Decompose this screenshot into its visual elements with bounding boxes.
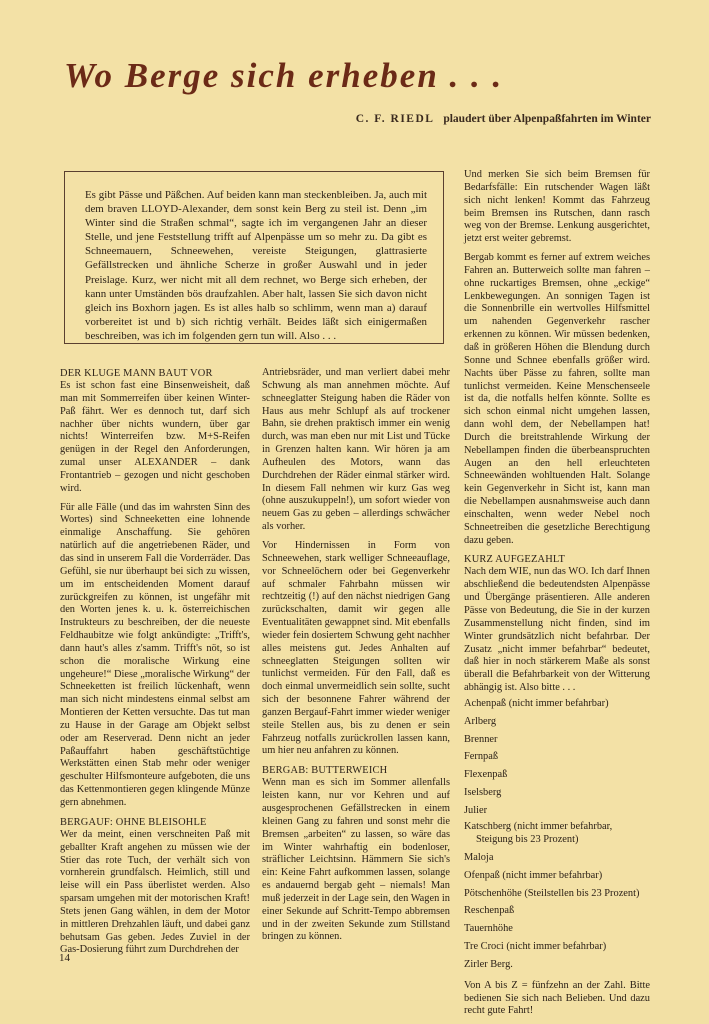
section-heading: BERGAUF: OHNE BLEISOHLE xyxy=(60,816,207,828)
paragraph: Und merken Sie sich beim Bremsen für Bedarfsfälle: Ein rutschender Wagen läßt sich nicht lenken! Kommt das Fahrzeug beim Bremsen ins Rutschen, dann rasch weg von der Bremse. Lenkung ausgerichtet, jetzt erst weiter gebremst. xyxy=(464,169,650,245)
section-heading: KURZ AUFGEZAHLT xyxy=(464,554,566,566)
pass-note: Steigung bis 23 Prozent) xyxy=(476,834,579,846)
paragraph: Es ist schon fast eine Binsenweisheit, daß man mit Sommerreifen über keinen Winter-Paß fährt. Wer es dennoch tut, darf sich nachher über nichts wundern, über gar nichts! Winterreifen bzw. M+S-Reifen genügen in der Regel den Anforderungen, zumal unser ALEXANDER – dank Frontantrieb – gezogen und nicht geschoben wird. xyxy=(60,380,250,494)
list-item: Tauernhöhe xyxy=(464,923,513,935)
paragraph: Bergab kommt es ferner auf extrem weiches Fahren an. Butterweich sollte man fahren – ohne ruckartiges Bremsen, ohne „eckige“ Lenkbewegungen. An sonnigen Tagen ist die Sonnenbrille ein wertvolles Hilfsmittel um nahenden Gegenverkehr rascher erkennen zu können. Wir müssen bedenken, daß in größeren Höhen die Blendung durch Sonne und Schnee ebenfalls größer wird. Nachts über Pässe zu fahren, sollte man tunlichst vermeiden. Keine Menschenseele ist da, die notfalls helfen könnte. Sollte es sich schon einmal nicht umgehen lassen, dann wohl dem, der Nebellampen hat! Durch die breitstrahlende Wirkung der Nebellampen finden die überbeanspruchten Augen an den hell erleuchteten Schneewänden wohltuenden Halt. Solange kein Gegenverkehr in Sicht ist, kann man die Nebellampen ausnahmsweise auch dann einschalten, wenn weder Nebel noch Schneetreiben die gesetzliche Berechtigung dazu geben. xyxy=(464,252,650,546)
list-item: Achenpaß (nicht immer befahrbar) xyxy=(464,697,609,709)
column-1 xyxy=(60,367,250,963)
list-item xyxy=(464,819,650,849)
paragraph: Wenn man es sich im Sommer allenfalls leisten kann, nur vor Kehren und auf ausgesprochenen Gefällstrecken in einem kleinen Gang zu fahren und sonst mehr die Bremsen „arbeiten“ zu lassen, so wäre das im Winter wahrhaftig ein bodenloser, sträflicher Leichtsinn. Hämmern Sie sich's ein: Keine Fahrt aufkommen lassen, solange es andauernd bergab geht – niemals! Man muß jederzeit in der Lage sein, den Wagen in einer Sekunde auf Schritt-Tempo abbremsen und in der zweiten Sekunde zum Stillstand bringen zu können. xyxy=(262,777,450,943)
paragraph: Nach dem WIE, nun das WO. Ich darf Ihnen abschließend die bedeutendsten Alpenpässe und Übergänge präsentieren. Alle anderen Pässe von Bedeutung, die Sie in der kurzen Zusammenstellung nicht finden, sind im Winter grundsätzlich nicht befahrbar. Der Zusatz „nicht immer befahrbar“ bedeutet, daß hier in noch stärkerem Maße als sonst überall die Befahrbarkeit von der Witterung abhängig ist. Also bitte . . . xyxy=(464,566,650,694)
list-item: Tre Croci (nicht immer befahrbar) xyxy=(464,941,607,953)
page-number: 14 xyxy=(59,952,70,964)
section-heading: DER KLUGE MANN BAUT VOR xyxy=(60,368,213,379)
intro-box: Es gibt Pässe und Päßchen. Auf beiden kann man steckenbleiben. Ja, auch mit dem braven LLOYD-Alexander, dem sonst kein Berg zu steil ist. Denn „im Winter sind die Straßen schmal“, sagte ich im vergangenen Jahr an dieser Stelle, und jene Feststellung trifft auf Alpenpässe um so mehr zu. Da gibt es Schneemauern, Schneewehen, vereiste Steigungen, glattrasierte Gefällstrecken und ähnliche Scherze in großer Auswahl und in jeder Preislage. Kurz, wer nicht mit all dem rechnet, wo Berge sich erheben, der kann unter Umständen bös draufzahlen. Aber halt, lassen Sie sich davon nicht gleich ins Boxhorn jagen. Es ist alles halb so schlimm, wenn man a) darauf vorbereitet ist und b) sich richtig verhält. Beides läßt sich einigermaßen beschreiben, was ich im folgenden gern tun will. Also . . . xyxy=(64,171,444,344)
byline-text: plaudert über Alpenpaßfahrten im Winter xyxy=(443,113,651,125)
paragraph: Für alle Fälle (und das im wahrsten Sinn des Wortes) sind Schneeketten eine lohnende einmalige Anschaffung. Sie gehören natürlich auf die angetriebenen Räder, und das sind in unserem Fall die Vorderräder. Das Gefühl, sie nur überhaupt bei sich zu wissen, um im entscheidenden Moment darauf zurückgreifen zu können, ist ungefähr mit den Worten jenes k. u. k. österreichischen Instrukteurs zu beschreiben, der die neueste Feldhaubitze wie folgt ankündigte: „Trifft's, dann haut's alles z'samm. Trifft's nöt, so ist schon die moralische Wirkung eine ungeheure!“ Diese „moralische Wirkung“ der Schneeketten ist freilich lückenhaft, wenn man sich nicht mindestens einmal selbst am Montieren der Ketten versuchte. Das tut man zu Hause in der Garage am Objekt selbst oder am Reserverad. Denn nicht an jeder Paßauffahrt haben geschäftstüchtige Werkstätten einen Stab mehr oder weniger geschulter Hilfsmonteure aufgeboten, die uns das Kettenmontieren gegen klingende Münze gern abnehmen. xyxy=(60,501,250,808)
list-item: Reschenpaß xyxy=(464,905,515,917)
column-2 xyxy=(262,367,450,950)
list-item: Flexenpaß xyxy=(464,769,508,781)
list-item: Pötschenhöhe (Steilstellen bis 23 Prozent) xyxy=(464,887,640,899)
byline xyxy=(356,113,651,125)
paragraph: Wer da meint, einen verschneiten Paß mit geballter Kraft angehen zu müssen wie der Stier das rote Tuch, der verhält sich von vornherein grundfalsch. Heimlich, still und leise will ein Pass überlistet werden. Also sparsam umgehen mit der motorischen Kraft! Stets jenen Gang wählen, in dem der Motor in mittleren Drehzahlen läuft, und dabei ganz behutsam Gas geben. Jedes Zuviel in der Gas-Dosierung führt zum Durchdrehen der xyxy=(60,828,250,956)
article-title: Wo Berge sich erheben . . . xyxy=(64,56,504,95)
list-item: Arlberg xyxy=(464,715,497,727)
pass-list xyxy=(464,695,650,974)
list-item: Fernpaß xyxy=(464,751,499,763)
column-3 xyxy=(464,169,650,1024)
author-name: C. F. RIEDL xyxy=(355,113,435,125)
list-item: Brenner xyxy=(464,733,498,745)
section-heading: BERGAB: BUTTERWEICH xyxy=(262,765,388,777)
list-item: Iselsberg xyxy=(464,786,502,798)
list-item: Ofenpaß (nicht immer befahrbar) xyxy=(464,869,603,881)
list-item: Zirler Berg. xyxy=(464,958,513,970)
closing-paragraph: Von A bis Z = fünfzehn an der Zahl. Bitte bedienen Sie sich nach Belieben. Und dazu recht gute Fahrt! xyxy=(464,979,650,1017)
pass-name: Katschberg (nicht immer befahrbar, xyxy=(464,821,613,833)
list-item: Julier xyxy=(464,804,488,816)
paragraph: Vor Hindernissen in Form von Schneewehen, stark welliger Schneeauflage, vor Schneelöchern oder bei Gegenverkehr auf schmaler Fahrbahn müssen wir rechtzeitig (!) auf den nächst niedrigen Gang zurückschalten, damit wir gegen alle Eventualitäten gewappnet sind. Mit ebenfalls wieder fein dosiertem Schwung geht nachher alles meistens gut. Jedes Anhalten auf schneeglatten Steigungen sollten wir tunlichst vermeiden. Für den Fall, daß es doch einmal unvermeidlich sein sollte, sucht sich der besonnene Fahrer während der ganzen Bergauf-Fahrt immer wieder weniger steile Stellen aus, bis zu denen er sein Fahrzeug notfalls zurückrollen lassen kann, um hier neu anfahren zu können. xyxy=(262,539,450,757)
paragraph: Antriebsräder, und man verliert dabei mehr Schwung als man annehmen möchte. Auf schneeglatter Steigung haben die Räder von Haus aus mehr Schlupf als auf trockener Bahn, sie drehen praktisch immer ein wenig durch, was man eben nur mit List und Tücke in Grenzen halten kann. Wir hören ja am Aufheulen des Motors, wann das Durchdrehen der Räder einmal stärker wird. In diesem Fall nehmen wir kurz Gas weg (ohne auszukuppeln!), um sofort wieder von neuem Gas zu geben – allerdings schwächer als vorher. xyxy=(262,367,450,533)
list-item: Maloja xyxy=(464,852,494,864)
